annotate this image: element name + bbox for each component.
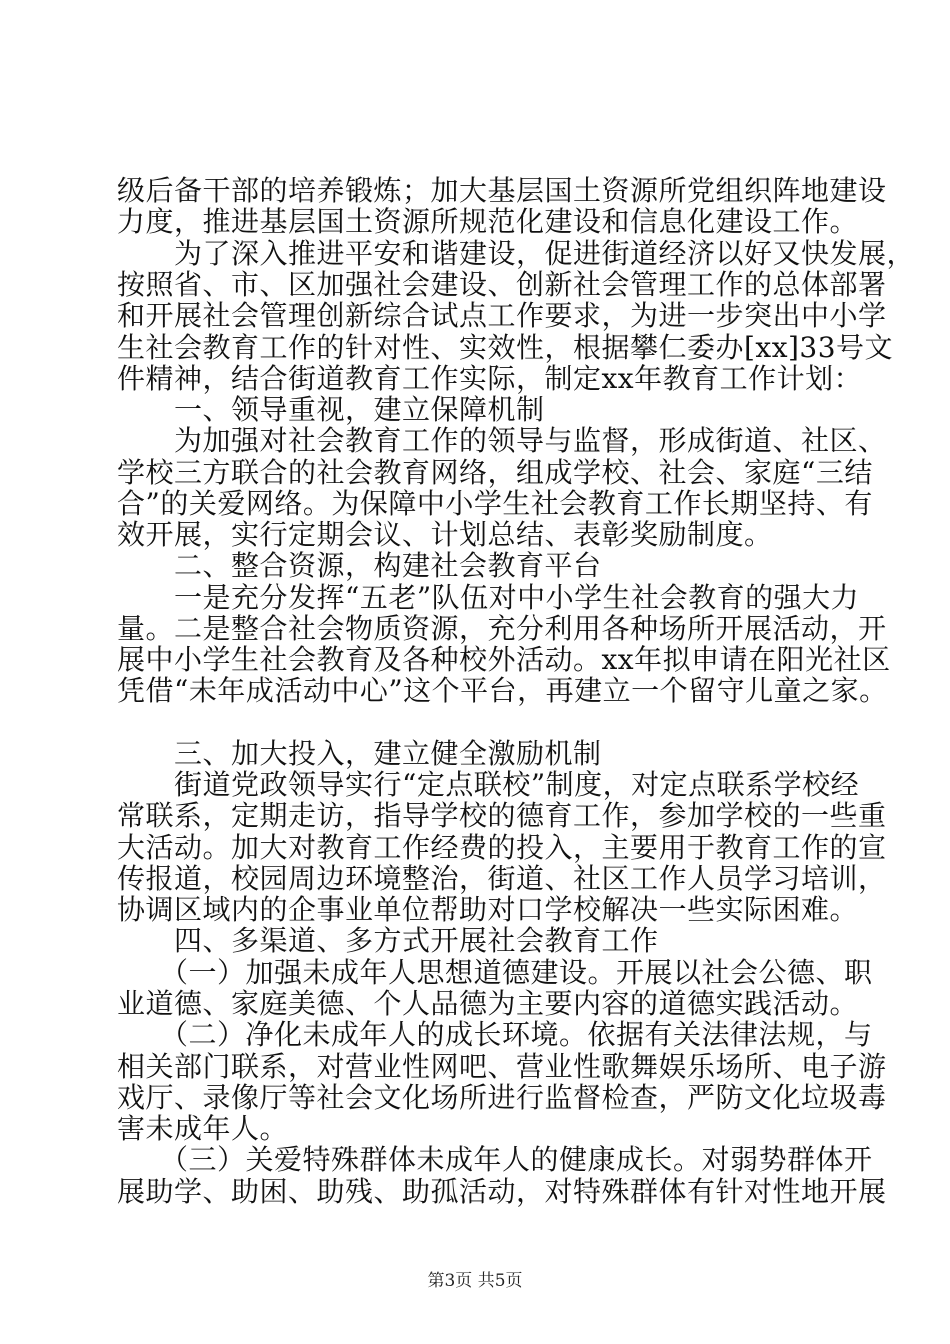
body-text-line: 力度，推进基层国土资源所规范化建设和信息化建设工作。 — [117, 205, 859, 238]
body-text-line: 戏厅、录像厅等社会文化场所进行监督检查，严防文化垃圾毒 — [117, 1081, 887, 1114]
body-text-line: 协调区域内的企事业单位帮助对口学校解决一些实际困难。 — [117, 893, 859, 926]
body-text-line: 级后备干部的培养锻炼；加大基层国土资源所党组织阵地建设 — [117, 174, 887, 207]
body-text-line: 一是充分发挥“五老”队伍对中小学生社会教育的强大力 — [117, 581, 860, 614]
body-text-line: 学校三方联合的社会教育网络，组成学校、社会、家庭“三结 — [117, 456, 873, 489]
body-text-line: 凭借“未年成活动中心”这个平台，再建立一个留守儿童之家。 — [117, 674, 888, 707]
body-text-line: 件精神，结合街道教育工作实际，制定xx年教育工作计划： — [117, 362, 863, 395]
body-text-line: 展中小学生社会教育及各种校外活动。xx年拟申请在阳光社区 — [117, 643, 891, 676]
body-text-line: 传报道，校园周边环境整治，街道、社区工作人员学习培训， — [117, 862, 887, 895]
body-text-line: 量。二是整合社会物质资源，充分利用各种场所开展活动，开 — [117, 612, 887, 645]
body-text-line: 街道党政领导实行“定点联校”制度，对定点联系学校经 — [117, 768, 860, 801]
body-text-line: 展助学、助困、助残、助孤活动，对特殊群体有针对性地开展 — [117, 1175, 887, 1208]
section-heading: 四、多渠道、多方式开展社会教育工作 — [117, 924, 659, 957]
body-text-line: 按照省、市、区加强社会建设、创新社会管理工作的总体部署 — [117, 268, 887, 301]
body-text-line: 合”的关爱网络。为保障中小学生社会教育工作长期坚持、有 — [117, 487, 873, 520]
body-text-line: 为了深入推进平安和谐建设，促进街道经济以好又快发展， — [117, 237, 916, 270]
body-text-line: （二）净化未成年人的成长环境。依据有关法律法规，与 — [117, 1018, 873, 1051]
body-text-line: 常联系，定期走访，指导学校的德育工作，参加学校的一些重 — [117, 799, 887, 832]
section-heading: 一、领导重视，建立保障机制 — [117, 393, 545, 426]
body-text-line: （一）加强未成年人思想道德建设。开展以社会公德、职 — [117, 956, 873, 989]
body-text-line: 大活动。加大对教育工作经费的投入，主要用于教育工作的宣 — [117, 831, 887, 864]
body-text-line: 和开展社会管理创新综合试点工作要求，为进一步突出中小学 — [117, 299, 887, 332]
page-number-footer: 第3页 共5页 — [427, 1271, 523, 1291]
body-text-line: 害未成年人。 — [117, 1112, 289, 1145]
body-text-line: 为加强对社会教育工作的领导与监督，形成街道、社区、 — [117, 424, 887, 457]
body-text-line: 业道德、家庭美德、个人品德为主要内容的道德实践活动。 — [117, 987, 859, 1020]
body-text-line: 生社会教育工作的针对性、实效性，根据攀仁委办[xx]33号文 — [117, 331, 894, 364]
body-text-line: （三）关爱特殊群体未成年人的健康成长。对弱势群体开 — [117, 1143, 873, 1176]
body-text-line: 效开展，实行定期会议、计划总结、表彰奖励制度。 — [117, 518, 773, 551]
body-text-line: 相关部门联系，对营业性网吧、营业性歌舞娱乐场所、电子游 — [117, 1050, 887, 1083]
section-heading: 二、整合资源，构建社会教育平台 — [117, 549, 602, 582]
section-heading: 三、加大投入，建立健全激励机制 — [117, 737, 602, 770]
